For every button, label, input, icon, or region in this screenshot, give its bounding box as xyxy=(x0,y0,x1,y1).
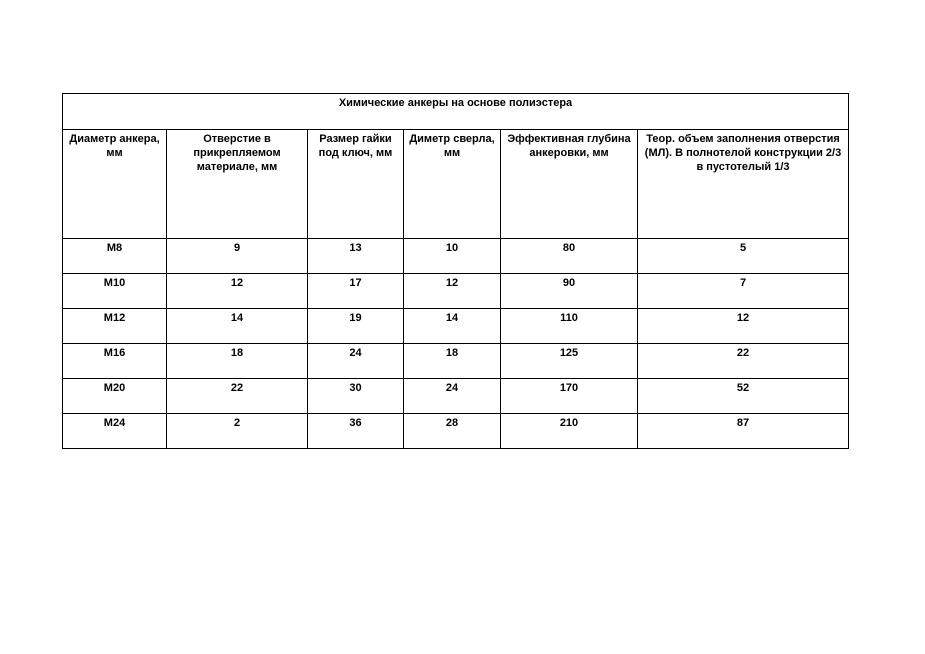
cell-nut-wrench-size: 24 xyxy=(308,344,404,379)
cell-anchor-diameter: M24 xyxy=(63,414,167,449)
table-row xyxy=(63,414,849,449)
cell-fill-volume: 5 xyxy=(638,239,849,274)
cell-anchor-diameter: M10 xyxy=(63,274,167,309)
cell-hole-in-material: 22 xyxy=(167,379,308,414)
cell-fill-volume: 12 xyxy=(638,309,849,344)
cell-hole-in-material: 9 xyxy=(167,239,308,274)
cell-effective-depth: 210 xyxy=(501,414,638,449)
table-row xyxy=(63,274,849,309)
cell-drill-diameter: 24 xyxy=(404,379,501,414)
cell-hole-in-material: 18 xyxy=(167,344,308,379)
cell-hole-in-material: 12 xyxy=(167,274,308,309)
cell-anchor-diameter: M12 xyxy=(63,309,167,344)
cell-effective-depth: 80 xyxy=(501,239,638,274)
cell-nut-wrench-size: 30 xyxy=(308,379,404,414)
cell-anchor-diameter: M20 xyxy=(63,379,167,414)
cell-anchor-diameter: M8 xyxy=(63,239,167,274)
cell-hole-in-material: 2 xyxy=(167,414,308,449)
table-row xyxy=(63,239,849,274)
header-anchor-diameter: Диаметр анкера, мм xyxy=(63,130,167,239)
cell-effective-depth: 170 xyxy=(501,379,638,414)
cell-effective-depth: 90 xyxy=(501,274,638,309)
cell-drill-diameter: 14 xyxy=(404,309,501,344)
header-fill-volume: Теор. объем заполнения отверстия (МЛ). В полнотелой конструкции 2/3 в пустотелый 1/3 xyxy=(638,130,849,239)
cell-fill-volume: 52 xyxy=(638,379,849,414)
cell-fill-volume: 7 xyxy=(638,274,849,309)
cell-nut-wrench-size: 19 xyxy=(308,309,404,344)
header-nut-wrench-size: Размер гайки под ключ, мм xyxy=(308,130,404,239)
table-header-row xyxy=(63,130,849,239)
cell-nut-wrench-size: 36 xyxy=(308,414,404,449)
cell-nut-wrench-size: 13 xyxy=(308,239,404,274)
header-hole-in-material: Отверстие в прикрепляемом материале, мм xyxy=(167,130,308,239)
cell-drill-diameter: 12 xyxy=(404,274,501,309)
cell-effective-depth: 110 xyxy=(501,309,638,344)
cell-hole-in-material: 14 xyxy=(167,309,308,344)
anchor-spec-table xyxy=(62,93,849,449)
table-row xyxy=(63,344,849,379)
cell-fill-volume: 87 xyxy=(638,414,849,449)
header-effective-depth: Эффективная глубина анкеровки, мм xyxy=(501,130,638,239)
cell-drill-diameter: 18 xyxy=(404,344,501,379)
table-row xyxy=(63,379,849,414)
table-title-row xyxy=(63,94,849,130)
cell-anchor-diameter: M16 xyxy=(63,344,167,379)
header-drill-diameter: Диметр сверла, мм xyxy=(404,130,501,239)
cell-drill-diameter: 10 xyxy=(404,239,501,274)
cell-fill-volume: 22 xyxy=(638,344,849,379)
cell-drill-diameter: 28 xyxy=(404,414,501,449)
cell-effective-depth: 125 xyxy=(501,344,638,379)
cell-nut-wrench-size: 17 xyxy=(308,274,404,309)
table-title: Химические анкеры на основе полиэстера xyxy=(63,94,849,130)
table-row xyxy=(63,309,849,344)
